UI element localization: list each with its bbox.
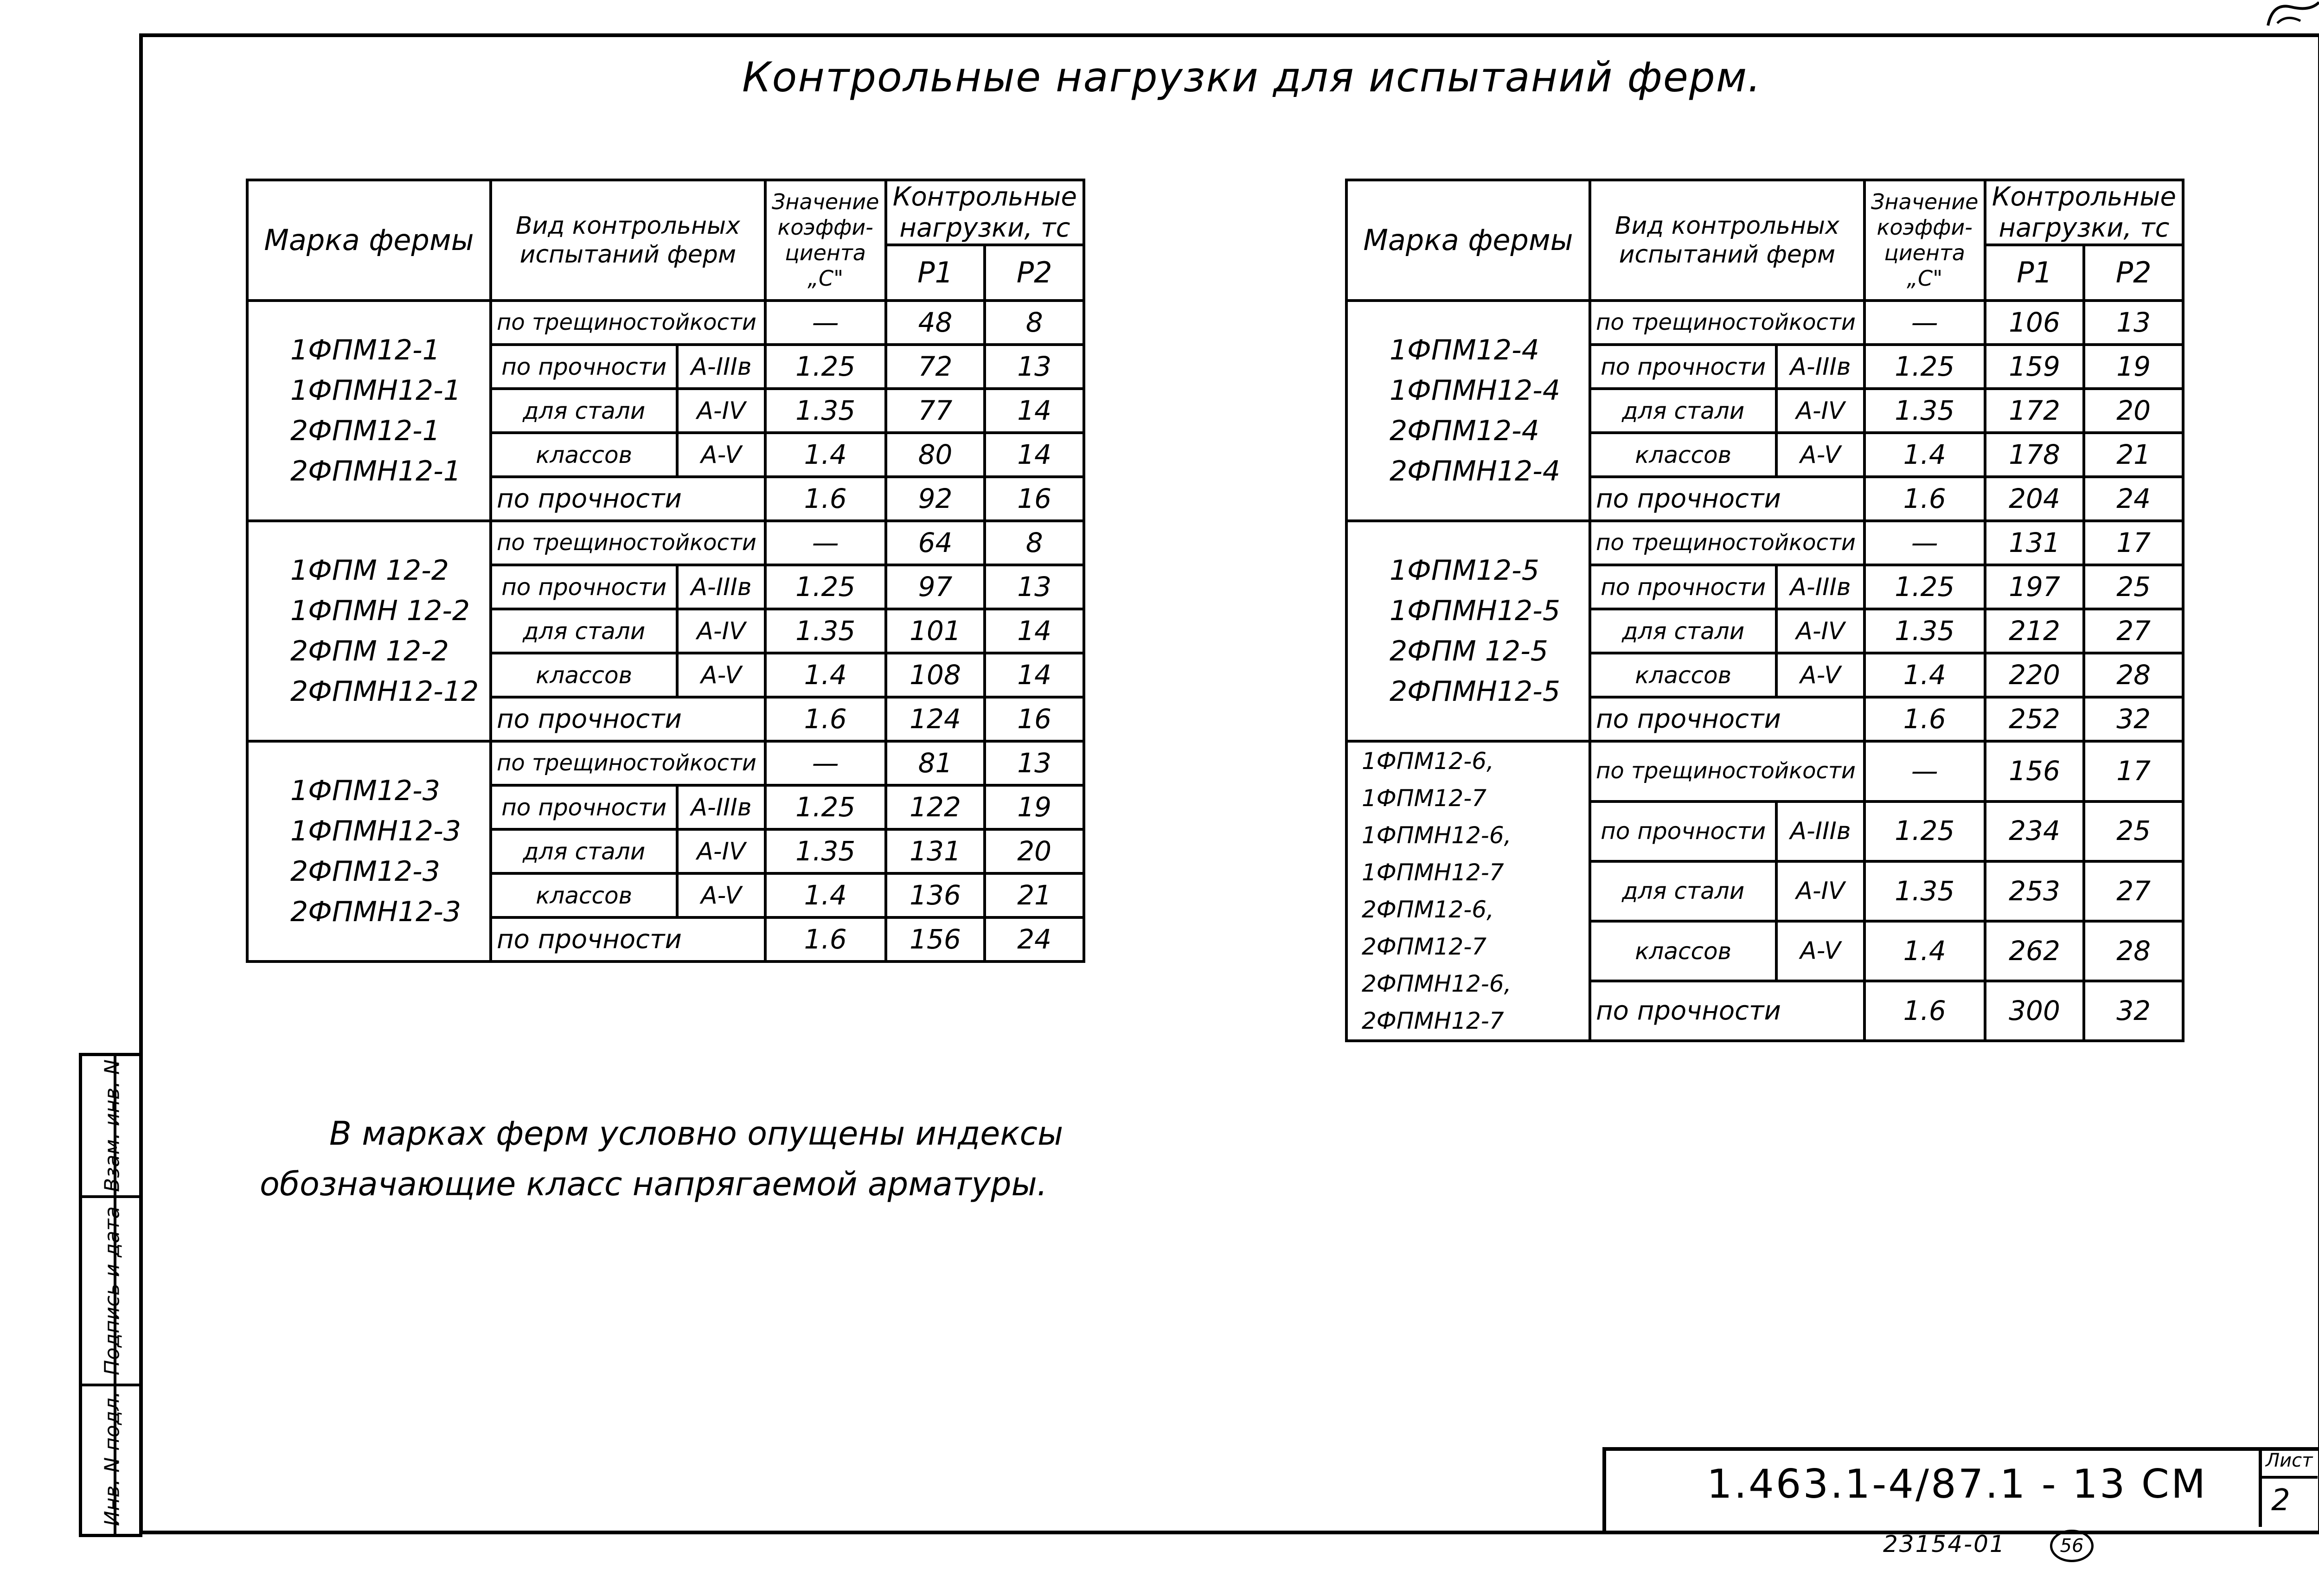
- truss-mark: 2ФПМ 12-2: [290, 635, 449, 667]
- test-type-strength-steel: для стали: [1590, 389, 1776, 433]
- steel-class: A-IV: [1776, 389, 1864, 433]
- coef-value: 1.25: [765, 785, 886, 829]
- coef-value: 1.35: [1864, 861, 1985, 921]
- test-type-strength: по прочности: [491, 697, 765, 741]
- coef-value: 1.25: [765, 345, 886, 389]
- truss-mark: 2ФПМН12-12: [290, 675, 479, 708]
- test-type-strength-steel: для стали: [1590, 609, 1776, 653]
- coef-value: 1.25: [1864, 345, 1985, 389]
- test-type-strength: по прочности: [491, 477, 765, 521]
- p2-value: 8: [985, 301, 1084, 345]
- sidebar-label-inventory: Инв. N подл.: [100, 1391, 124, 1526]
- test-type-crack: по трещиностойкости: [1590, 741, 1864, 801]
- truss-mark: 1ФПМН12-4: [1390, 374, 1560, 407]
- truss-mark: 2ФПМН12-6, 2ФПМН12-7: [1362, 970, 1512, 1035]
- loads-table-left: [246, 179, 1085, 963]
- p2-value: 13: [985, 565, 1084, 609]
- coef-value: 1.35: [1864, 389, 1985, 433]
- sheet-divider: [2262, 1476, 2318, 1479]
- coef-value: —: [1864, 741, 1985, 801]
- sidebar-cell-replace: [82, 1056, 142, 1198]
- test-type-strength-steel: для стали: [1590, 861, 1776, 921]
- p2-value: 32: [2084, 981, 2183, 1041]
- p2-value: 19: [2084, 345, 2183, 389]
- test-type-strength-steel: классов: [1590, 653, 1776, 697]
- table-row: [1346, 521, 2183, 565]
- header-p2: P2: [985, 245, 1084, 301]
- sidebar-label-signature: Подпись и дата: [100, 1206, 124, 1376]
- truss-marks-cell: [247, 301, 491, 521]
- test-type-strength: по прочности: [1590, 477, 1864, 521]
- truss-mark: 2ФПМ12-3: [290, 855, 440, 888]
- steel-class: A-IV: [677, 389, 765, 433]
- p2-value: 13: [985, 741, 1084, 785]
- p1-value: 197: [1985, 565, 2084, 609]
- header-loads: Контрольные нагрузки, тс: [886, 180, 1084, 245]
- p2-value: 25: [2084, 801, 2183, 861]
- truss-mark: 1ФПМН12-5: [1390, 594, 1560, 627]
- p1-value: 159: [1985, 345, 2084, 389]
- p1-value: 156: [1985, 741, 2084, 801]
- test-type-strength-steel: для стали: [491, 389, 677, 433]
- p2-value: 28: [2084, 921, 2183, 981]
- coef-value: 1.4: [1864, 921, 1985, 981]
- p1-value: 212: [1985, 609, 2084, 653]
- coef-value: 1.35: [765, 829, 886, 873]
- p1-value: 97: [886, 565, 985, 609]
- truss-mark: 2ФПМ 12-5: [1390, 635, 1548, 667]
- coef-value: 1.35: [765, 609, 886, 653]
- sidebar-cell-inventory: [82, 1386, 142, 1531]
- footnote-line-1: В марках ферм условно опущены индексы: [329, 1115, 1063, 1153]
- truss-mark: 1ФПМ 12-2: [290, 554, 449, 587]
- test-type-strength-steel: классов: [491, 873, 677, 917]
- test-type-strength-steel: по прочности: [491, 565, 677, 609]
- p1-value: 220: [1985, 653, 2084, 697]
- coef-value: 1.25: [765, 565, 886, 609]
- p1-value: 122: [886, 785, 985, 829]
- truss-marks-cell: [1346, 741, 1590, 1041]
- steel-class: A-V: [677, 873, 765, 917]
- header-coef: Значение коэффи- циента „C": [765, 180, 886, 301]
- p2-value: 28: [2084, 653, 2183, 697]
- steel-class: A-V: [1776, 921, 1864, 981]
- steel-class: A-IIIв: [677, 565, 765, 609]
- sheet-box: [2259, 1447, 2318, 1527]
- archive-number: 23154-01: [1883, 1531, 2006, 1558]
- truss-mark: 1ФПМ12-6, 1ФПМ12-7: [1362, 748, 1494, 812]
- test-type-strength-steel: классов: [491, 433, 677, 477]
- steel-class: A-IIIв: [1776, 345, 1864, 389]
- p1-value: 234: [1985, 801, 2084, 861]
- coef-value: 1.6: [765, 477, 886, 521]
- truss-mark: 1ФПМ12-5: [1390, 554, 1539, 587]
- steel-class: A-V: [1776, 653, 1864, 697]
- p2-value: 17: [2084, 521, 2183, 565]
- steel-class: A-V: [677, 653, 765, 697]
- test-type-strength-steel: классов: [491, 653, 677, 697]
- steel-class: A-IIIв: [1776, 801, 1864, 861]
- sidebar-stamp: [79, 1053, 142, 1537]
- p1-value: 136: [886, 873, 985, 917]
- steel-class: A-IV: [1776, 861, 1864, 921]
- p2-value: 13: [985, 345, 1084, 389]
- p2-value: 16: [985, 477, 1084, 521]
- p1-value: 131: [886, 829, 985, 873]
- test-type-crack: по трещиностойкости: [1590, 301, 1864, 345]
- header-p1: P1: [1985, 245, 2084, 301]
- p2-value: 14: [985, 433, 1084, 477]
- coef-value: 1.25: [1864, 801, 1985, 861]
- truss-mark: 1ФПМН 12-2: [290, 594, 470, 627]
- truss-marks-cell: [1346, 301, 1590, 521]
- test-type-strength-steel: по прочности: [1590, 801, 1776, 861]
- p1-value: 92: [886, 477, 985, 521]
- document-number: 1.463.1-4/87.1 - 13 СМ: [1707, 1461, 2208, 1507]
- p2-value: 14: [985, 609, 1084, 653]
- header-mark: Марка фермы: [247, 180, 491, 301]
- p2-value: 20: [985, 829, 1084, 873]
- p1-value: 72: [886, 345, 985, 389]
- sidebar-label-replace: Взам. инв. N: [100, 1059, 124, 1192]
- p2-value: 21: [2084, 433, 2183, 477]
- p2-value: 14: [985, 389, 1084, 433]
- truss-mark: 2ФПМН12-5: [1390, 675, 1560, 708]
- sheet-number: 2: [2271, 1483, 2290, 1518]
- test-type-crack: по трещиностойкости: [1590, 521, 1864, 565]
- test-type-crack: по трещиностойкости: [491, 521, 765, 565]
- truss-mark: 1ФПМ12-1: [290, 333, 440, 366]
- truss-mark: 2ФПМН12-3: [290, 895, 461, 928]
- sheet-label: Лист: [2266, 1450, 2313, 1471]
- test-type-strength-steel: классов: [1590, 433, 1776, 477]
- p2-value: 17: [2084, 741, 2183, 801]
- steel-class: A-IV: [1776, 609, 1864, 653]
- p1-value: 172: [1985, 389, 2084, 433]
- truss-marks-cell: [1346, 521, 1590, 741]
- loads-table-right: [1345, 179, 2184, 1042]
- coef-value: 1.35: [1864, 609, 1985, 653]
- test-type-strength-steel: для стали: [491, 829, 677, 873]
- steel-class: A-V: [677, 433, 765, 477]
- truss-marks-cell: [247, 521, 491, 741]
- coef-value: 1.4: [765, 433, 886, 477]
- p1-value: 253: [1985, 861, 2084, 921]
- truss-mark: 1ФПМН12-6, 1ФПМН12-7: [1362, 822, 1512, 886]
- p2-value: 19: [985, 785, 1084, 829]
- steel-class: A-IIIв: [677, 785, 765, 829]
- truss-mark: 2ФПМ12-1: [290, 414, 440, 447]
- table-row: [247, 301, 1084, 345]
- header-test-type: Вид контрольных испытаний ферм: [1590, 180, 1864, 301]
- header-coef: Значение коэффи- циента „C": [1864, 180, 1985, 301]
- header-p1: P1: [886, 245, 985, 301]
- steel-class: A-IV: [677, 609, 765, 653]
- stamp-number: 56: [2050, 1530, 2094, 1562]
- p1-value: 80: [886, 433, 985, 477]
- test-type-strength-steel: по прочности: [1590, 345, 1776, 389]
- p1-value: 204: [1985, 477, 2084, 521]
- p2-value: 24: [2084, 477, 2183, 521]
- coef-value: 1.6: [1864, 477, 1985, 521]
- coef-value: 1.25: [1864, 565, 1985, 609]
- test-type-strength: по прочности: [491, 917, 765, 961]
- p1-value: 131: [1985, 521, 2084, 565]
- coef-value: 1.6: [765, 917, 886, 961]
- corner-mark-icon: [2263, 0, 2319, 28]
- coef-value: —: [765, 301, 886, 345]
- p2-value: 14: [985, 653, 1084, 697]
- coef-value: —: [1864, 521, 1985, 565]
- p1-value: 101: [886, 609, 985, 653]
- p1-value: 252: [1985, 697, 2084, 741]
- truss-mark: 2ФПМ12-6, 2ФПМ12-7: [1362, 896, 1494, 961]
- p1-value: 77: [886, 389, 985, 433]
- coef-value: 1.4: [1864, 653, 1985, 697]
- header-test-type: Вид контрольных испытаний ферм: [491, 180, 765, 301]
- coef-value: —: [765, 521, 886, 565]
- p2-value: 27: [2084, 609, 2183, 653]
- p2-value: 24: [985, 917, 1084, 961]
- truss-mark: 1ФПМН12-1: [290, 374, 461, 407]
- coef-value: 1.4: [765, 653, 886, 697]
- p1-value: 156: [886, 917, 985, 961]
- steel-class: A-V: [1776, 433, 1864, 477]
- test-type-strength: по прочности: [1590, 697, 1864, 741]
- coef-value: 1.4: [1864, 433, 1985, 477]
- p1-value: 48: [886, 301, 985, 345]
- p1-value: 108: [886, 653, 985, 697]
- p2-value: 20: [2084, 389, 2183, 433]
- header-loads: Контрольные нагрузки, тс: [1985, 180, 2183, 245]
- p2-value: 25: [2084, 565, 2183, 609]
- p2-value: 16: [985, 697, 1084, 741]
- p1-value: 64: [886, 521, 985, 565]
- test-type-strength: по прочности: [1590, 981, 1864, 1041]
- coef-value: 1.4: [765, 873, 886, 917]
- truss-mark: 1ФПМ12-4: [1390, 333, 1539, 366]
- footnote: [260, 1109, 1280, 1209]
- p1-value: 178: [1985, 433, 2084, 477]
- test-type-strength-steel: по прочности: [1590, 565, 1776, 609]
- test-type-strength-steel: классов: [1590, 921, 1776, 981]
- page-title: Контрольные нагрузки для испытаний ферм.: [742, 53, 1762, 101]
- coef-value: 1.35: [765, 389, 886, 433]
- truss-mark: 2ФПМН12-4: [1390, 455, 1560, 487]
- p2-value: 13: [2084, 301, 2183, 345]
- p1-value: 124: [886, 697, 985, 741]
- truss-mark: 2ФПМ12-4: [1390, 414, 1539, 447]
- p1-value: 106: [1985, 301, 2084, 345]
- p1-value: 81: [886, 741, 985, 785]
- truss-mark: 1ФПМ12-3: [290, 774, 440, 807]
- footnote-line-2: обозначающие класс напрягаемой арматуры.: [260, 1165, 1048, 1203]
- p2-value: 8: [985, 521, 1084, 565]
- header-p2: P2: [2084, 245, 2183, 301]
- table-row: [247, 741, 1084, 785]
- test-type-strength-steel: по прочности: [491, 785, 677, 829]
- table-row: [1346, 741, 2183, 801]
- truss-mark: 1ФПМН12-3: [290, 814, 461, 847]
- table-row: [247, 521, 1084, 565]
- coef-value: —: [1864, 301, 1985, 345]
- p2-value: 27: [2084, 861, 2183, 921]
- p1-value: 300: [1985, 981, 2084, 1041]
- coef-value: 1.6: [1864, 981, 1985, 1041]
- truss-marks-cell: [247, 741, 491, 961]
- steel-class: A-IV: [677, 829, 765, 873]
- p2-value: 32: [2084, 697, 2183, 741]
- steel-class: A-IIIв: [1776, 565, 1864, 609]
- test-type-strength-steel: по прочности: [491, 345, 677, 389]
- test-type-crack: по трещиностойкости: [491, 741, 765, 785]
- truss-mark: 2ФПМН12-1: [290, 455, 461, 487]
- coef-value: 1.6: [1864, 697, 1985, 741]
- header-mark: Марка фермы: [1346, 180, 1590, 301]
- coef-value: 1.6: [765, 697, 886, 741]
- test-type-crack: по трещиностойкости: [491, 301, 765, 345]
- p2-value: 21: [985, 873, 1084, 917]
- sidebar-cell-signature: [82, 1198, 142, 1386]
- steel-class: A-IIIв: [677, 345, 765, 389]
- coef-value: —: [765, 741, 886, 785]
- test-type-strength-steel: для стали: [491, 609, 677, 653]
- p1-value: 262: [1985, 921, 2084, 981]
- table-row: [1346, 301, 2183, 345]
